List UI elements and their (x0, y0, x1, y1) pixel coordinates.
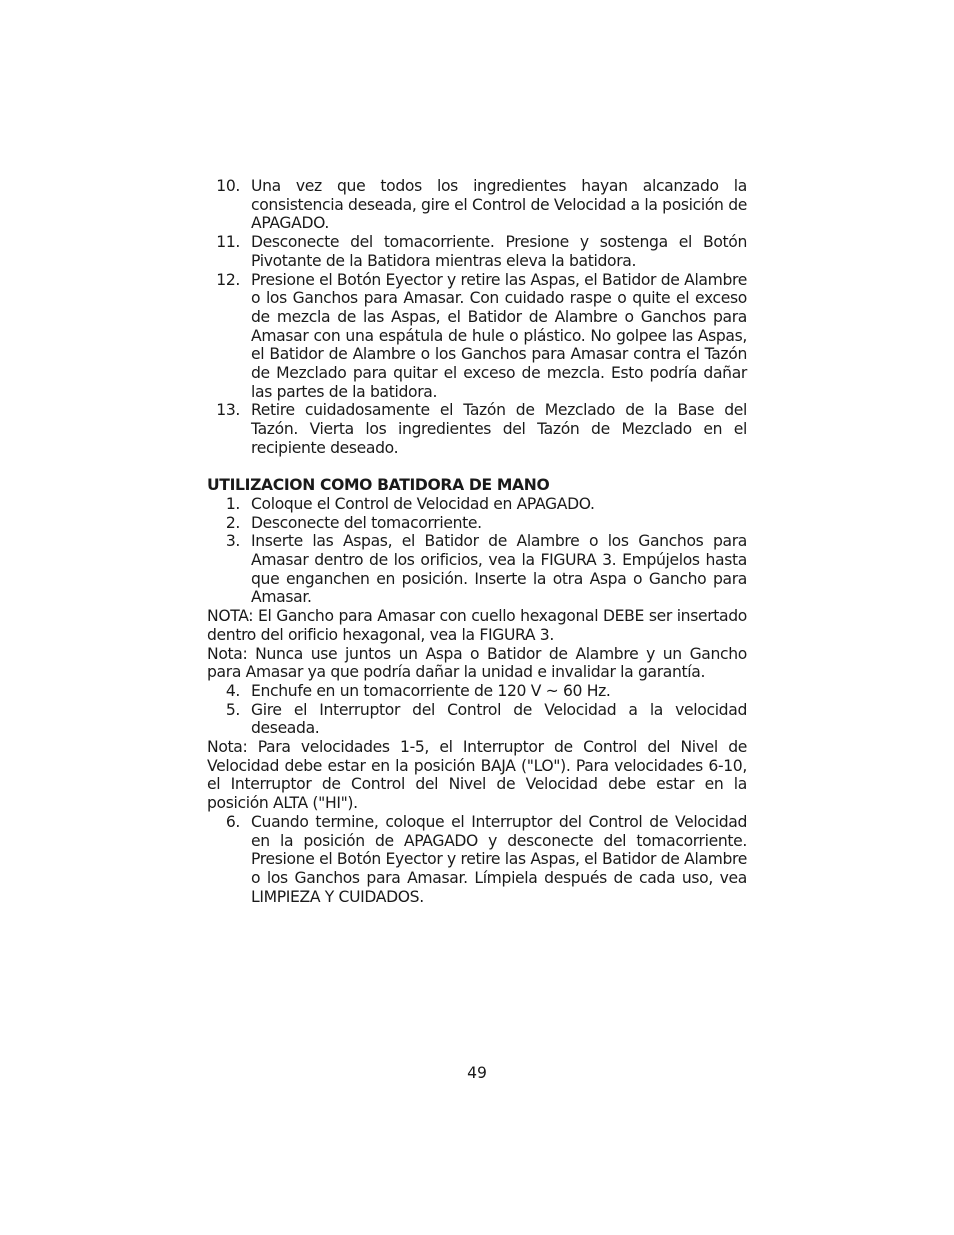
list-item-text: Presione el Botón Eyector y retire las Aspas, el Batidor de Alambre o los Ganchos para Amasar. Con cuidado raspe o quite el exceso de mezcla de las Aspas, el Batidor de Alambre o Ganchos para Amasar con una espátula de hule o plástico. No golpee las Aspas, el Batidor de Alambre o los Ganchos para Amasar contra el Tazón de Mezclado para quitar el exceso de mezcla. Esto podría dañar las partes de la batidora. (251, 270, 747, 401)
note-warranty-warning: Nota: Nunca use juntos un Aspa o Batidor de Alambre y un Gancho para Amasar ya que podría dañar la unidad e invalidar la garantía. (207, 644, 747, 682)
list-item-number: 6. (225, 812, 240, 831)
list-item (207, 271, 747, 402)
list-item-text: Gire el Interruptor del Control de Velocidad a la velocidad deseada. (251, 700, 747, 738)
list-item-text: Desconecte del tomacorriente. (251, 513, 482, 532)
list-item-number: 10. (216, 177, 240, 195)
list-item-text: Retire cuidadosamente el Tazón de Mezclado de la Base del Tazón. Vierta los ingredientes del Tazón de Mezclado en el recipiente deseado. (251, 401, 747, 457)
list-item-number: 5. (225, 700, 240, 719)
list-item-text: Una vez que todos los ingredientes hayan alcanzado la consistencia deseada, gire el Control de Velocidad a la posición de APAGADO. (251, 177, 747, 233)
page-number: 49 (467, 1064, 487, 1082)
list-item (207, 514, 747, 533)
document-page (207, 177, 747, 906)
list-item-text: Enchufe en un tomacorriente de 120 V ~ 60 Hz. (251, 681, 611, 700)
section-heading: UTILIZACION COMO BATIDORA DE MANO (207, 476, 550, 495)
note-hexagonal-hook: NOTA: El Gancho para Amasar con cuello hexagonal DEBE ser insertado dentro del orificio hexagonal, vea la FIGURA 3. (207, 607, 747, 644)
list-item (207, 177, 747, 233)
list-item (207, 813, 747, 907)
list-item-text: Coloque el Control de Velocidad en APAGADO. (251, 494, 595, 513)
list-item (207, 233, 747, 270)
hand-mixer-steps (207, 495, 747, 607)
list-item-number: 11. (216, 233, 240, 252)
instruction-list-continued (207, 177, 747, 458)
list-item (207, 701, 747, 738)
list-item (207, 532, 747, 607)
list-item (207, 682, 747, 701)
list-item-number: 12. (216, 270, 240, 289)
list-item-number: 13. (216, 401, 240, 420)
note-speed-levels: Nota: Para velocidades 1-5, el Interruptor de Control del Nivel de Velocidad debe estar en la posición BAJA ("LO"). Para velocidades 6-10, el Interruptor de Control del Nivel de Velocidad debe estar en la posición ALTA ("HI"). (207, 738, 747, 813)
list-item-text: Desconecte del tomacorriente. Presione y sostenga el Botón Pivotante de la Batidora mientras eleva la batidora. (251, 233, 747, 270)
list-item-number: 2. (225, 513, 240, 532)
list-item (207, 401, 747, 457)
hand-mixer-final-step (207, 813, 747, 907)
list-item (207, 495, 747, 514)
list-item-number: 3. (225, 532, 240, 551)
list-item-text: Inserte las Aspas, el Batidor de Alambre o los Ganchos para Amasar dentro de los orificios, vea la FIGURA 3. Empújelos hasta que enganchen en posición. Inserte la otra Aspa o Gancho para Amasar. (251, 532, 747, 607)
hand-mixer-steps-continued (207, 682, 747, 738)
list-item-text: Cuando termine, coloque el Interruptor del Control de Velocidad en la posición de APAGADO y desconecte del tomacorriente. Presione el Botón Eyector y retire las Aspas, el Batidor de Alambre o los Ganchos para Amasar. Límpiela después de cada uso, vea LIMPIEZA Y CUIDADOS. (251, 812, 747, 906)
list-item-number: 1. (225, 494, 240, 513)
list-item-number: 4. (225, 681, 240, 700)
